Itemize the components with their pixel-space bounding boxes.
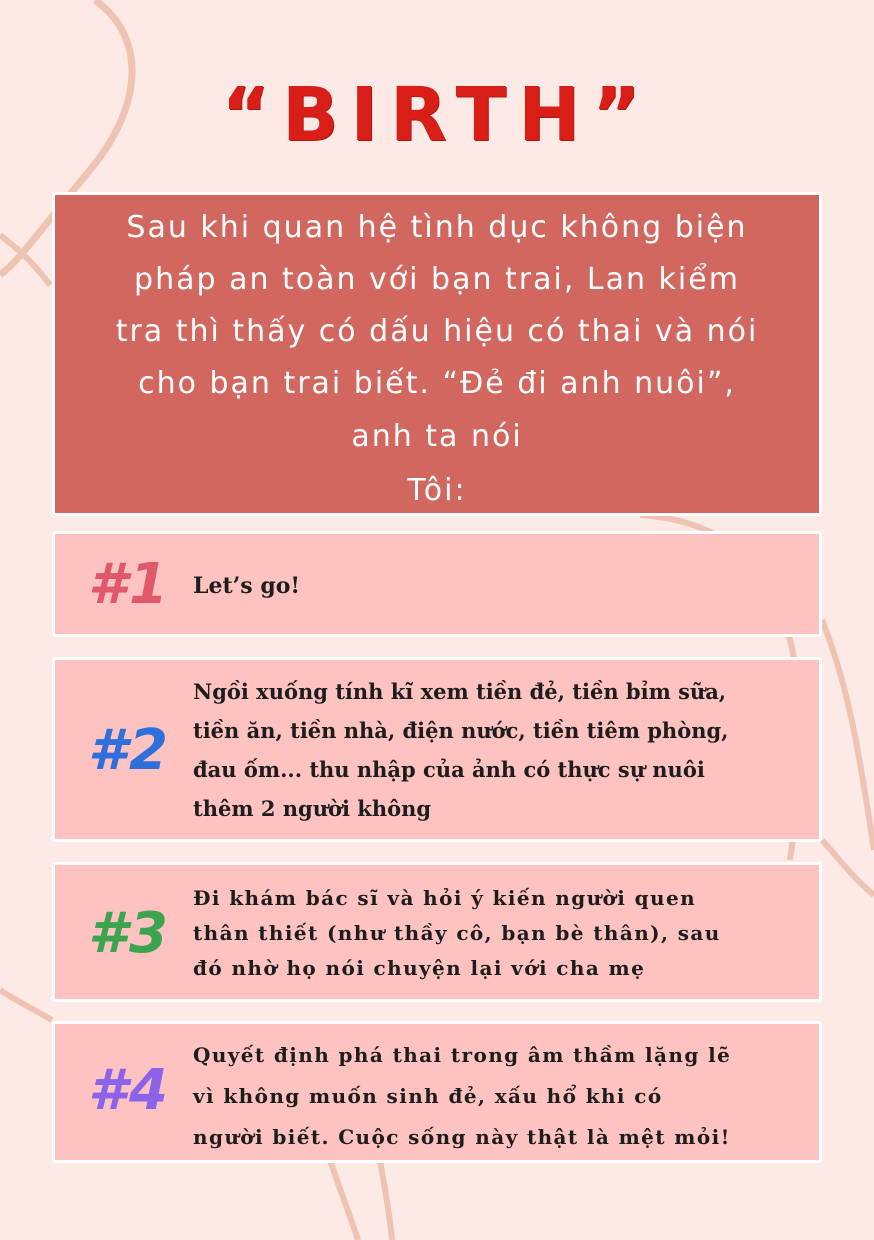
option-card-4 [52, 1021, 822, 1163]
option-line: vì không muốn sinh đẻ, xấu hổ khi có [193, 1084, 663, 1108]
option-text-2 [193, 672, 807, 828]
story-line: pháp an toàn với bạn trai, Lan kiểm [134, 262, 740, 297]
story-box [52, 192, 822, 516]
option-line: thêm 2 người không [193, 796, 432, 821]
story-line: tra thì thấy có dấu hiệu có thai và nói [115, 314, 759, 349]
option-line: Let’s go! [193, 573, 301, 599]
option-line: Đi khám bác sĩ và hỏi ý kiến người quen [193, 886, 697, 910]
option-number-2: #2 [88, 718, 170, 783]
option-number-1: #1 [88, 552, 170, 617]
option-line: đó nhờ họ nói chuyện lại với cha mẹ [193, 956, 646, 980]
option-card-3 [52, 862, 822, 1002]
option-line: thân thiết (như thầy cô, bạn bè thân), sau [193, 921, 721, 945]
option-text-4 [193, 1035, 807, 1158]
story-line: cho bạn trai biết. “Đẻ đi anh nuôi”, [138, 366, 736, 401]
option-line: người biết. Cuộc sống này thật là mệt mỏi! [193, 1125, 731, 1149]
option-text-1 [193, 572, 807, 600]
story-line: Tôi: [407, 473, 467, 508]
option-line: Quyết định phá thai trong âm thầm lặng lẽ [193, 1043, 732, 1067]
story-line: anh ta nói [351, 419, 523, 454]
option-card-2 [52, 657, 822, 842]
option-line: đau ốm... thu nhập của ảnh có thực sự nuôi [193, 757, 705, 782]
option-card-1 [52, 531, 822, 637]
option-line: Ngồi xuống tính kĩ xem tiền đẻ, tiền bỉm sữa, [193, 679, 727, 704]
option-text-3 [193, 881, 807, 986]
option-number-4: #4 [88, 1058, 170, 1123]
story-line: Sau khi quan hệ tình dục không biện [126, 210, 748, 245]
page-title: “BIRTH” [221, 72, 653, 158]
option-line: tiền ăn, tiền nhà, điện nước, tiền tiêm phòng, [193, 718, 729, 743]
option-number-3: #3 [88, 901, 170, 966]
